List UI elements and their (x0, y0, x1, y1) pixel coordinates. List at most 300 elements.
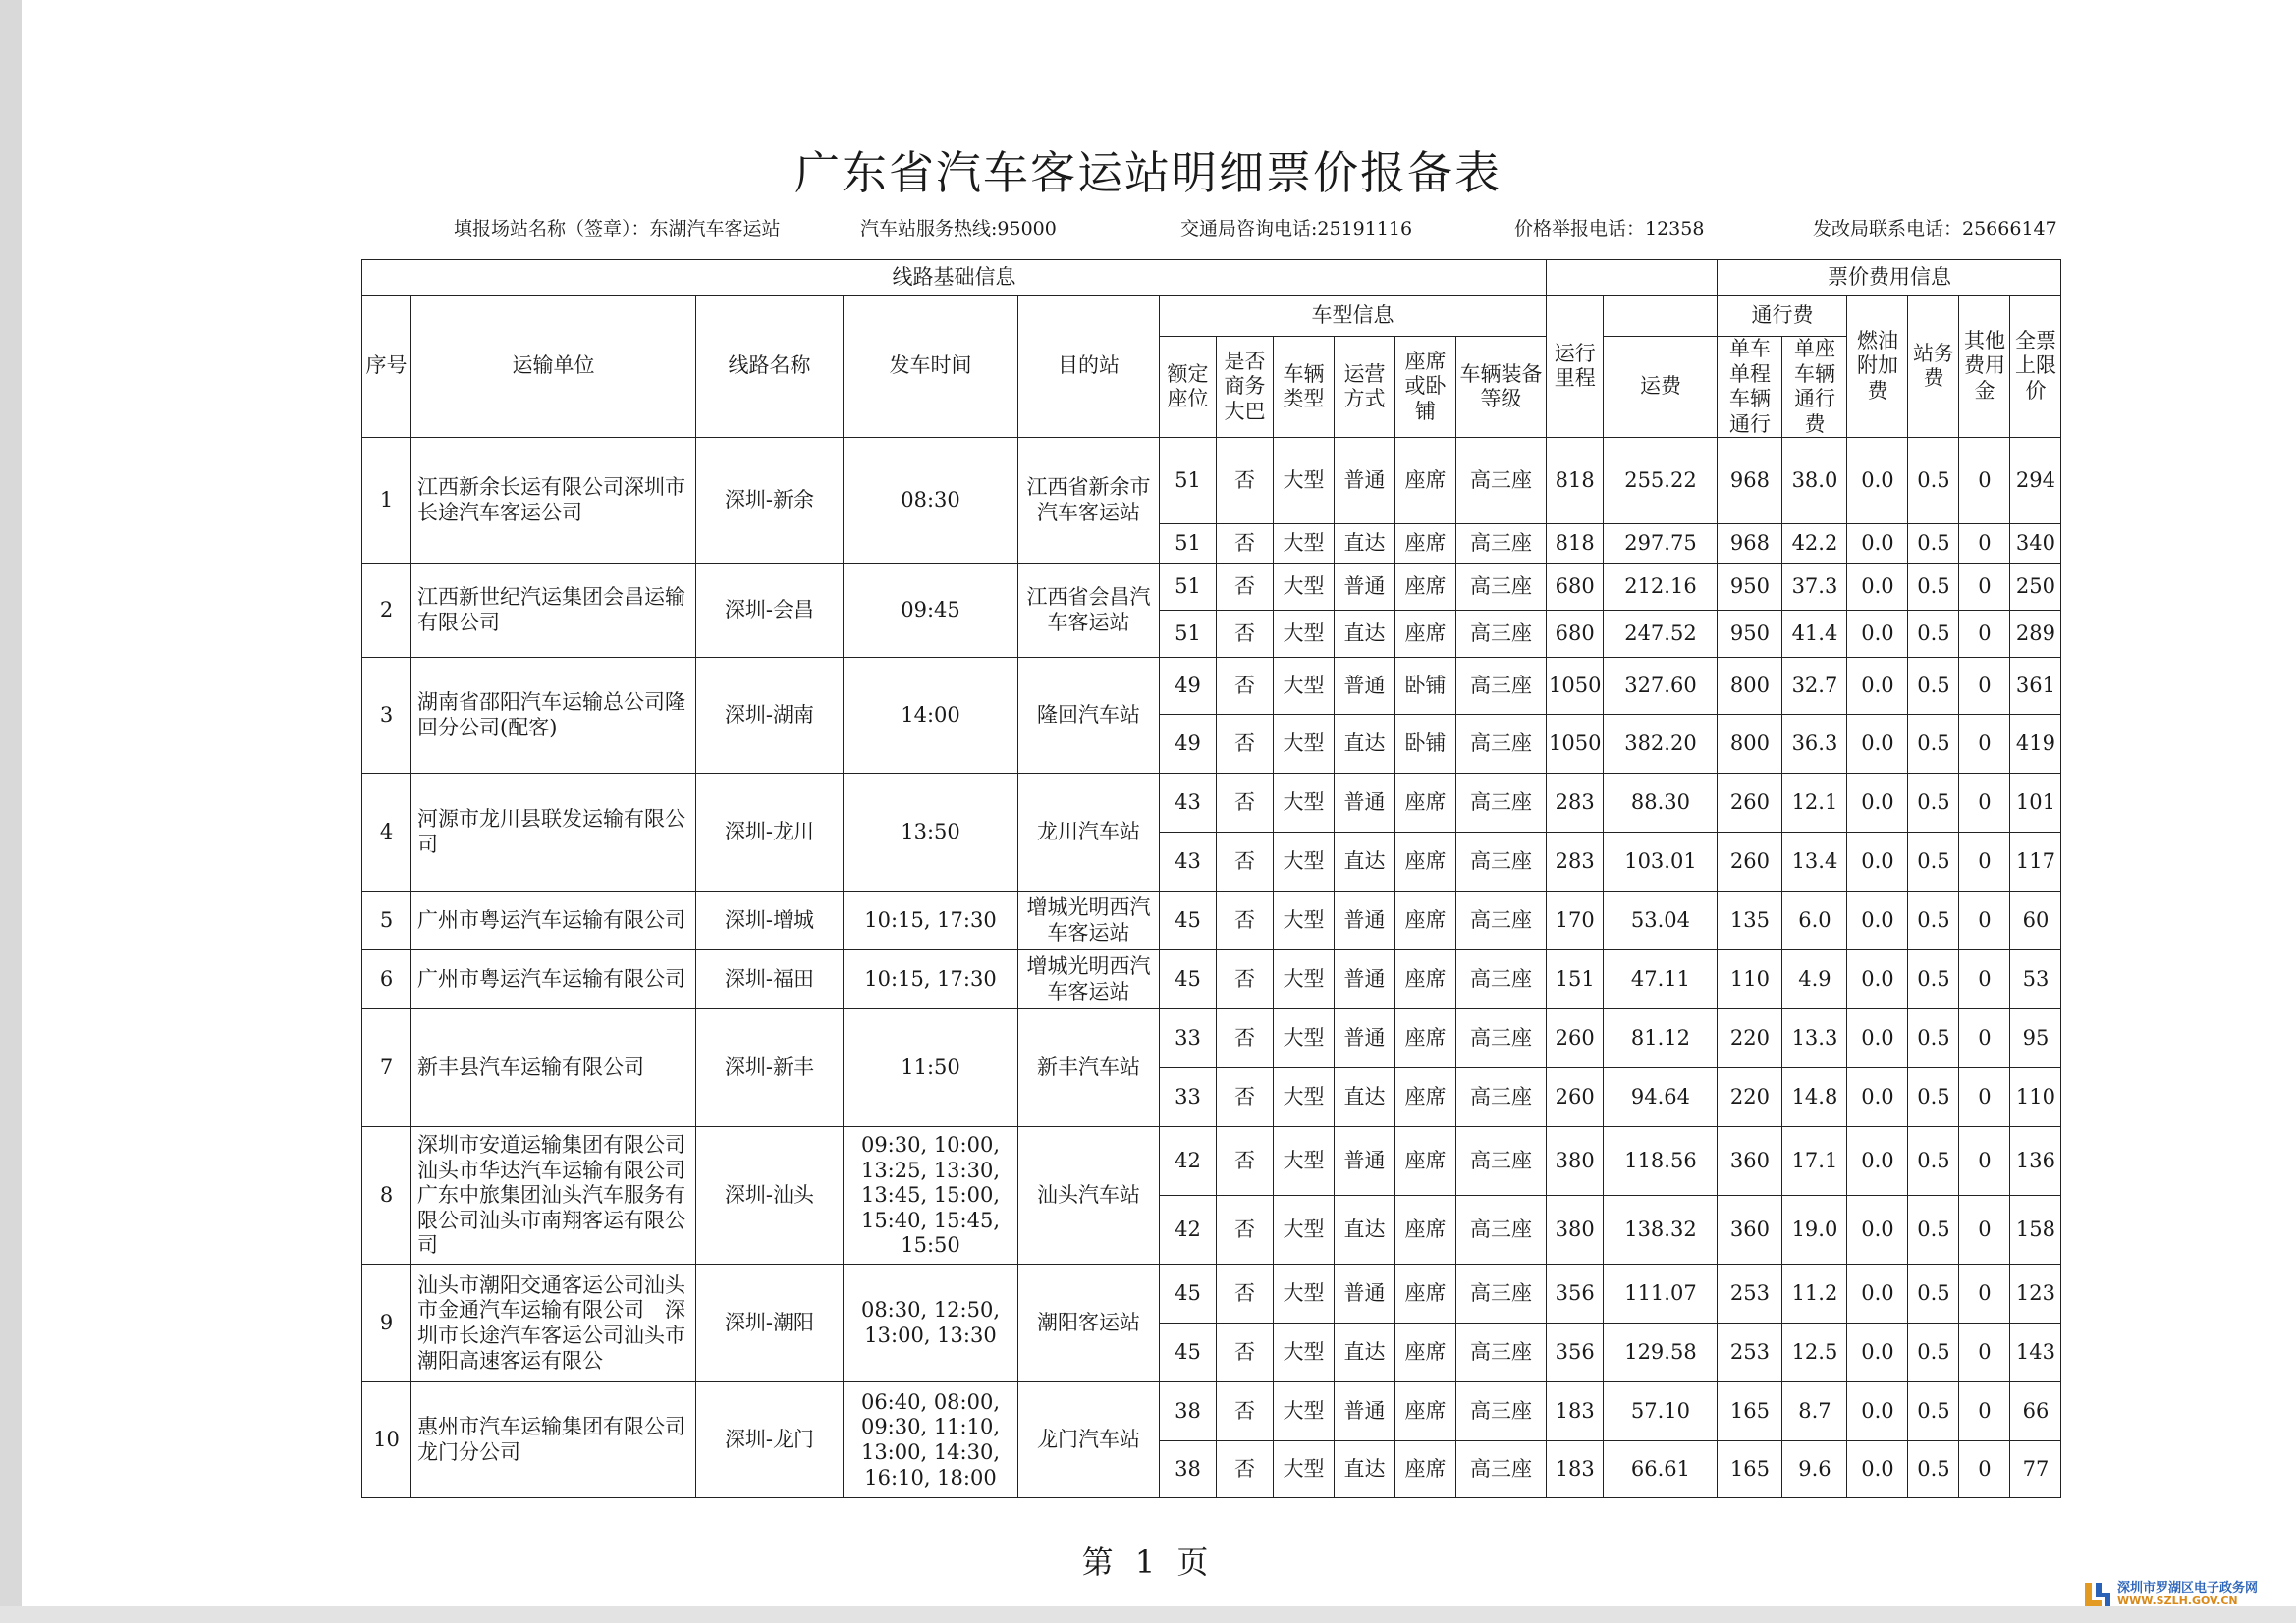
table-row (362, 1382, 2061, 1441)
cell-destination: 江西省会昌汽车客运站 (1018, 564, 1160, 658)
cell-seat-kind: 座席 (1395, 1196, 1456, 1265)
cell-fare: 53.04 (1604, 892, 1718, 950)
cell-mileage: 356 (1547, 1265, 1604, 1324)
cell-vehicle-type: 大型 (1274, 1265, 1335, 1324)
cell-seats: 43 (1160, 833, 1217, 892)
cell-seat-kind: 座席 (1395, 833, 1456, 892)
scan-edge-bottom (0, 1606, 2296, 1623)
cell-destination: 增城光明西汽车客运站 (1018, 950, 1160, 1009)
cell-seats: 43 (1160, 774, 1217, 833)
cell-seat-kind: 座席 (1395, 438, 1456, 524)
cell-other: 0 (1959, 1441, 2010, 1498)
cell-seat-kind: 卧铺 (1395, 658, 1456, 715)
cell-toll-seat: 13.3 (1782, 1009, 1847, 1068)
cell-route-no: 6 (362, 950, 411, 1009)
cell-cap-price: 123 (2010, 1265, 2061, 1324)
cell-seat-kind: 座席 (1395, 1068, 1456, 1127)
cell-fare: 212.16 (1604, 564, 1718, 611)
cell-toll-seat: 8.7 (1782, 1382, 1847, 1441)
cell-mode: 直达 (1335, 1196, 1395, 1265)
cell-mileage: 380 (1547, 1127, 1604, 1196)
cell-mode: 直达 (1335, 1324, 1395, 1382)
cell-toll-seat: 9.6 (1782, 1441, 1847, 1498)
cell-route-name: 深圳-会昌 (696, 564, 844, 658)
cell-seats: 51 (1160, 564, 1217, 611)
cell-station-fee: 0.5 (1908, 1265, 1959, 1324)
cell-fare: 255.22 (1604, 438, 1718, 524)
cell-vehicle-type: 大型 (1274, 658, 1335, 715)
cell-seats: 38 (1160, 1382, 1217, 1441)
cell-fuel: 0.0 (1847, 1127, 1908, 1196)
cell-grade: 高三座 (1456, 1324, 1547, 1382)
cell-station-fee: 0.5 (1908, 1324, 1959, 1382)
table-row (362, 1127, 2061, 1196)
cell-seats: 45 (1160, 950, 1217, 1009)
cell-seat-kind: 座席 (1395, 1382, 1456, 1441)
cell-business: 否 (1217, 1127, 1274, 1196)
cell-mileage: 380 (1547, 1196, 1604, 1265)
cell-destination: 新丰汽车站 (1018, 1009, 1160, 1127)
cell-other: 0 (1959, 892, 2010, 950)
cell-fuel: 0.0 (1847, 658, 1908, 715)
cell-toll-vehicle: 220 (1718, 1068, 1782, 1127)
cell-route-name: 深圳-新丰 (696, 1009, 844, 1127)
cell-station-fee: 0.5 (1908, 1068, 1959, 1127)
cell-fare: 327.60 (1604, 658, 1718, 715)
cell-fuel: 0.0 (1847, 774, 1908, 833)
cell-business: 否 (1217, 950, 1274, 1009)
cell-vehicle-type: 大型 (1274, 892, 1335, 950)
cell-fuel: 0.0 (1847, 438, 1908, 524)
cell-mode: 普通 (1335, 438, 1395, 524)
cell-grade: 高三座 (1456, 1068, 1547, 1127)
cell-grade: 高三座 (1456, 658, 1547, 715)
cell-mode: 普通 (1335, 658, 1395, 715)
cell-seats: 45 (1160, 1265, 1217, 1324)
cell-cap-price: 419 (2010, 715, 2061, 774)
cell-seats: 49 (1160, 658, 1217, 715)
cell-depart-time: 06:40, 08:00, 09:30, 11:10, 13:00, 14:30, 16:10, 18:00 (844, 1382, 1018, 1498)
cell-cap-price: 361 (2010, 658, 2061, 715)
cell-other: 0 (1959, 1382, 2010, 1441)
cell-fare: 81.12 (1604, 1009, 1718, 1068)
cell-cap-price: 110 (2010, 1068, 2061, 1127)
cell-fuel: 0.0 (1847, 611, 1908, 658)
cell-mileage: 1050 (1547, 658, 1604, 715)
document-title: 广东省汽车客运站明细票价报备表 (794, 146, 1502, 199)
header-business: 是否商务大巴 (1217, 337, 1274, 438)
table-row (362, 774, 2061, 833)
cell-carrier: 惠州市汽车运输集团有限公司龙门分公司 (411, 1382, 696, 1498)
cell-fuel: 0.0 (1847, 564, 1908, 611)
cell-grade: 高三座 (1456, 715, 1547, 774)
cell-toll-seat: 6.0 (1782, 892, 1847, 950)
cell-cap-price: 136 (2010, 1127, 2061, 1196)
cell-fuel: 0.0 (1847, 715, 1908, 774)
cell-station-fee: 0.5 (1908, 1127, 1959, 1196)
cell-toll-seat: 42.2 (1782, 524, 1847, 564)
cell-business: 否 (1217, 774, 1274, 833)
cell-fare: 57.10 (1604, 1382, 1718, 1441)
cell-vehicle-type: 大型 (1274, 1441, 1335, 1498)
cell-mileage: 260 (1547, 1009, 1604, 1068)
cell-business: 否 (1217, 611, 1274, 658)
cell-carrier: 江西新余长运有限公司深圳市长途汽车客运公司 (411, 438, 696, 564)
header-fuel: 燃油附加费 (1847, 296, 1908, 438)
cell-depart-time: 13:50 (844, 774, 1018, 892)
cell-destination: 汕头汽车站 (1018, 1127, 1160, 1265)
cell-fare: 297.75 (1604, 524, 1718, 564)
meta-hotline: 汽车站服务热线:95000 (860, 218, 1057, 240)
cell-grade: 高三座 (1456, 524, 1547, 564)
cell-carrier: 广州市粤运汽车运输有限公司 (411, 892, 696, 950)
cell-station-fee: 0.5 (1908, 564, 1959, 611)
cell-destination: 潮阳客运站 (1018, 1265, 1160, 1382)
cell-mileage: 818 (1547, 438, 1604, 524)
cell-business: 否 (1217, 1324, 1274, 1382)
cell-fuel: 0.0 (1847, 1382, 1908, 1441)
cell-other: 0 (1959, 1068, 2010, 1127)
cell-cap-price: 53 (2010, 950, 2061, 1009)
table-row (362, 658, 2061, 715)
cell-cap-price: 95 (2010, 1009, 2061, 1068)
cell-route-no: 5 (362, 892, 411, 950)
header-fare-info: 票价费用信息 (1718, 260, 2061, 296)
cell-business: 否 (1217, 892, 1274, 950)
cell-toll-vehicle: 968 (1718, 438, 1782, 524)
header-toll: 通行费 (1718, 296, 1847, 337)
cell-fuel: 0.0 (1847, 524, 1908, 564)
cell-seats: 45 (1160, 892, 1217, 950)
cell-station-fee: 0.5 (1908, 892, 1959, 950)
cell-grade: 高三座 (1456, 1382, 1547, 1441)
cell-depart-time: 09:45 (844, 564, 1018, 658)
cell-mileage: 151 (1547, 950, 1604, 1009)
cell-toll-vehicle: 165 (1718, 1382, 1782, 1441)
table-row (362, 564, 2061, 611)
cell-depart-time: 09:30, 10:00, 13:25, 13:30, 13:45, 15:00, 15:40, 15:45, 15:50 (844, 1127, 1018, 1265)
cell-toll-vehicle: 800 (1718, 715, 1782, 774)
header-station-fee: 站务费 (1908, 296, 1959, 438)
lh-logo-icon (2082, 1579, 2113, 1610)
cell-station-fee: 0.5 (1908, 1382, 1959, 1441)
cell-route-name: 深圳-新余 (696, 438, 844, 564)
cell-seat-kind: 座席 (1395, 892, 1456, 950)
cell-mode: 普通 (1335, 1382, 1395, 1441)
meta-ndrc-phone: 发改局联系电话：25666147 (1813, 218, 2057, 240)
cell-toll-seat: 11.2 (1782, 1265, 1847, 1324)
header-toll-vehicle: 单车单程车辆通行 (1718, 337, 1782, 438)
cell-mode: 直达 (1335, 833, 1395, 892)
cell-toll-vehicle: 135 (1718, 892, 1782, 950)
cell-route-no: 1 (362, 438, 411, 564)
cell-fuel: 0.0 (1847, 833, 1908, 892)
cell-mileage: 680 (1547, 611, 1604, 658)
cell-vehicle-type: 大型 (1274, 438, 1335, 524)
cell-business: 否 (1217, 524, 1274, 564)
header-empty (1547, 260, 1718, 296)
cell-fuel: 0.0 (1847, 1265, 1908, 1324)
cell-mileage: 283 (1547, 833, 1604, 892)
cell-toll-vehicle: 360 (1718, 1127, 1782, 1196)
cell-station-fee: 0.5 (1908, 438, 1959, 524)
cell-toll-vehicle: 165 (1718, 1441, 1782, 1498)
cell-toll-seat: 14.8 (1782, 1068, 1847, 1127)
cell-station-fee: 0.5 (1908, 833, 1959, 892)
cell-other: 0 (1959, 1127, 2010, 1196)
cell-station-fee: 0.5 (1908, 524, 1959, 564)
cell-vehicle-type: 大型 (1274, 833, 1335, 892)
cell-toll-vehicle: 968 (1718, 524, 1782, 564)
header-grade: 车辆装备等级 (1456, 337, 1547, 438)
cell-fuel: 0.0 (1847, 1441, 1908, 1498)
cell-mode: 普通 (1335, 950, 1395, 1009)
cell-carrier: 湖南省邵阳汽车运输总公司隆回分公司(配客) (411, 658, 696, 774)
cell-seat-kind: 座席 (1395, 611, 1456, 658)
cell-seat-kind: 座席 (1395, 1127, 1456, 1196)
cell-route-no: 7 (362, 1009, 411, 1127)
cell-station-fee: 0.5 (1908, 1441, 1959, 1498)
cell-toll-vehicle: 260 (1718, 833, 1782, 892)
cell-route-no: 3 (362, 658, 411, 774)
cell-route-name: 深圳-龙门 (696, 1382, 844, 1498)
cell-carrier: 江西新世纪汽运集团会昌运输有限公司 (411, 564, 696, 658)
header-depart-time: 发车时间 (844, 296, 1018, 438)
header-cap-price: 全票上限价 (2010, 296, 2061, 438)
cell-toll-seat: 12.1 (1782, 774, 1847, 833)
cell-mode: 直达 (1335, 1068, 1395, 1127)
cell-seats: 33 (1160, 1009, 1217, 1068)
cell-cap-price: 143 (2010, 1324, 2061, 1382)
cell-toll-seat: 12.5 (1782, 1324, 1847, 1382)
cell-business: 否 (1217, 1068, 1274, 1127)
cell-business: 否 (1217, 1009, 1274, 1068)
cell-cap-price: 250 (2010, 564, 2061, 611)
header-toll-seat: 单座车辆通行费 (1782, 337, 1847, 438)
cell-seat-kind: 座席 (1395, 1265, 1456, 1324)
cell-vehicle-type: 大型 (1274, 774, 1335, 833)
cell-vehicle-type: 大型 (1274, 564, 1335, 611)
cell-mileage: 1050 (1547, 715, 1604, 774)
cell-toll-seat: 19.0 (1782, 1196, 1847, 1265)
cell-business: 否 (1217, 1441, 1274, 1498)
cell-cap-price: 294 (2010, 438, 2061, 524)
cell-other: 0 (1959, 658, 2010, 715)
cell-seat-kind: 座席 (1395, 950, 1456, 1009)
cell-toll-vehicle: 360 (1718, 1196, 1782, 1265)
cell-depart-time: 10:15, 17:30 (844, 892, 1018, 950)
cell-vehicle-type: 大型 (1274, 524, 1335, 564)
cell-grade: 高三座 (1456, 892, 1547, 950)
cell-seats: 45 (1160, 1324, 1217, 1382)
header-seat-kind: 座席或卧铺 (1395, 337, 1456, 438)
cell-vehicle-type: 大型 (1274, 715, 1335, 774)
cell-grade: 高三座 (1456, 833, 1547, 892)
cell-depart-time: 14:00 (844, 658, 1018, 774)
cell-toll-vehicle: 260 (1718, 774, 1782, 833)
cell-seat-kind: 卧铺 (1395, 715, 1456, 774)
cell-vehicle-type: 大型 (1274, 1324, 1335, 1382)
cell-fare: 138.32 (1604, 1196, 1718, 1265)
cell-route-name: 深圳-汕头 (696, 1127, 844, 1265)
cell-carrier: 新丰县汽车运输有限公司 (411, 1009, 696, 1127)
header-vehicle-info: 车型信息 (1160, 296, 1547, 337)
cell-mileage: 183 (1547, 1382, 1604, 1441)
cell-fare: 88.30 (1604, 774, 1718, 833)
table-row (362, 950, 2061, 1009)
cell-seats: 38 (1160, 1441, 1217, 1498)
cell-station-fee: 0.5 (1908, 611, 1959, 658)
page-number: 第 1 页 (1081, 1543, 1215, 1581)
cell-fare: 66.61 (1604, 1441, 1718, 1498)
meta-station: 填报场站名称（签章）：东湖汽车客运站 (454, 218, 781, 240)
cell-route-no: 10 (362, 1382, 411, 1498)
cell-other: 0 (1959, 715, 2010, 774)
cell-grade: 高三座 (1456, 1127, 1547, 1196)
cell-fuel: 0.0 (1847, 1324, 1908, 1382)
watermark-line2: WWW.SZLH.GOV.CN (2117, 1595, 2238, 1608)
cell-seat-kind: 座席 (1395, 1324, 1456, 1382)
cell-toll-seat: 32.7 (1782, 658, 1847, 715)
cell-business: 否 (1217, 1196, 1274, 1265)
cell-station-fee: 0.5 (1908, 950, 1959, 1009)
cell-toll-vehicle: 950 (1718, 564, 1782, 611)
cell-mileage: 818 (1547, 524, 1604, 564)
watermark (2082, 1579, 2258, 1610)
cell-station-fee: 0.5 (1908, 1196, 1959, 1265)
cell-cap-price: 158 (2010, 1196, 2061, 1265)
header-blank (1604, 296, 1718, 337)
cell-grade: 高三座 (1456, 1196, 1547, 1265)
header-route-info: 线路基础信息 (362, 260, 1547, 296)
cell-business: 否 (1217, 564, 1274, 611)
cell-grade: 高三座 (1456, 438, 1547, 524)
cell-other: 0 (1959, 611, 2010, 658)
cell-mileage: 283 (1547, 774, 1604, 833)
cell-cap-price: 66 (2010, 1382, 2061, 1441)
cell-toll-seat: 17.1 (1782, 1127, 1847, 1196)
cell-destination: 增城光明西汽车客运站 (1018, 892, 1160, 950)
cell-depart-time: 08:30 (844, 438, 1018, 564)
cell-cap-price: 101 (2010, 774, 2061, 833)
header-fare: 运费 (1604, 337, 1718, 438)
cell-other: 0 (1959, 1196, 2010, 1265)
cell-other: 0 (1959, 438, 2010, 524)
cell-vehicle-type: 大型 (1274, 1009, 1335, 1068)
cell-business: 否 (1217, 1382, 1274, 1441)
cell-fuel: 0.0 (1847, 1068, 1908, 1127)
cell-toll-seat: 38.0 (1782, 438, 1847, 524)
meta-traffic-phone: 交通局咨询电话:25191116 (1180, 218, 1413, 240)
cell-toll-seat: 41.4 (1782, 611, 1847, 658)
table-row (362, 1265, 2061, 1324)
cell-cap-price: 289 (2010, 611, 2061, 658)
cell-grade: 高三座 (1456, 1265, 1547, 1324)
cell-cap-price: 60 (2010, 892, 2061, 950)
cell-mileage: 260 (1547, 1068, 1604, 1127)
cell-fare: 382.20 (1604, 715, 1718, 774)
cell-vehicle-type: 大型 (1274, 1068, 1335, 1127)
cell-fare: 118.56 (1604, 1127, 1718, 1196)
cell-seat-kind: 座席 (1395, 1009, 1456, 1068)
cell-station-fee: 0.5 (1908, 658, 1959, 715)
cell-grade: 高三座 (1456, 611, 1547, 658)
cell-other: 0 (1959, 524, 2010, 564)
cell-station-fee: 0.5 (1908, 1009, 1959, 1068)
cell-fuel: 0.0 (1847, 1196, 1908, 1265)
header-mileage: 运行里程 (1547, 296, 1604, 438)
fare-table (361, 259, 2061, 1498)
cell-seat-kind: 座席 (1395, 1441, 1456, 1498)
cell-vehicle-type: 大型 (1274, 611, 1335, 658)
scan-edge-left (0, 0, 22, 1623)
cell-other: 0 (1959, 950, 2010, 1009)
watermark-line1: 深圳市罗湖区电子政务网 (2117, 1580, 2259, 1596)
cell-grade: 高三座 (1456, 1009, 1547, 1068)
cell-mode: 直达 (1335, 1441, 1395, 1498)
cell-fare: 111.07 (1604, 1265, 1718, 1324)
cell-seats: 49 (1160, 715, 1217, 774)
cell-toll-vehicle: 800 (1718, 658, 1782, 715)
cell-vehicle-type: 大型 (1274, 1382, 1335, 1441)
cell-toll-seat: 4.9 (1782, 950, 1847, 1009)
cell-other: 0 (1959, 1324, 2010, 1382)
table-row (362, 1009, 2061, 1068)
cell-route-no: 8 (362, 1127, 411, 1265)
cell-business: 否 (1217, 1265, 1274, 1324)
header-no: 序号 (362, 296, 411, 438)
cell-cap-price: 117 (2010, 833, 2061, 892)
cell-fuel: 0.0 (1847, 950, 1908, 1009)
header-seats: 额定座位 (1160, 337, 1217, 438)
cell-depart-time: 11:50 (844, 1009, 1018, 1127)
cell-seats: 51 (1160, 524, 1217, 564)
header-destination: 目的站 (1018, 296, 1160, 438)
cell-seats: 42 (1160, 1127, 1217, 1196)
cell-grade: 高三座 (1456, 950, 1547, 1009)
cell-destination: 江西省新余市汽车客运站 (1018, 438, 1160, 564)
cell-toll-seat: 36.3 (1782, 715, 1847, 774)
cell-mode: 直达 (1335, 715, 1395, 774)
cell-route-name: 深圳-龙川 (696, 774, 844, 892)
cell-mode: 普通 (1335, 774, 1395, 833)
cell-fare: 94.64 (1604, 1068, 1718, 1127)
cell-carrier: 广州市粤运汽车运输有限公司 (411, 950, 696, 1009)
cell-seat-kind: 座席 (1395, 564, 1456, 611)
cell-carrier: 河源市龙川县联发运输有限公司 (411, 774, 696, 892)
cell-carrier: 汕头市潮阳交通客运公司汕头市金通汽车运输有限公司 深圳市长途汽车客运公司汕头市潮阳高速客运有限公 (411, 1265, 696, 1382)
cell-toll-vehicle: 253 (1718, 1324, 1782, 1382)
cell-business: 否 (1217, 715, 1274, 774)
cell-mode: 普通 (1335, 564, 1395, 611)
cell-fare: 47.11 (1604, 950, 1718, 1009)
cell-carrier: 深圳市安道运输集团有限公司 汕头市华达汽车运输有限公司 广东中旅集团汕头汽车服务有限公司汕头市南翔客运有限公司 (411, 1127, 696, 1265)
cell-toll-vehicle: 110 (1718, 950, 1782, 1009)
cell-fare: 129.58 (1604, 1324, 1718, 1382)
cell-other: 0 (1959, 833, 2010, 892)
cell-seats: 51 (1160, 438, 1217, 524)
cell-destination: 龙门汽车站 (1018, 1382, 1160, 1498)
header-vehicle-type: 车辆类型 (1274, 337, 1335, 438)
cell-fuel: 0.0 (1847, 1009, 1908, 1068)
cell-grade: 高三座 (1456, 774, 1547, 833)
cell-vehicle-type: 大型 (1274, 950, 1335, 1009)
cell-fare: 103.01 (1604, 833, 1718, 892)
cell-other: 0 (1959, 564, 2010, 611)
cell-other: 0 (1959, 774, 2010, 833)
cell-route-name: 深圳-福田 (696, 950, 844, 1009)
cell-route-name: 深圳-潮阳 (696, 1265, 844, 1382)
